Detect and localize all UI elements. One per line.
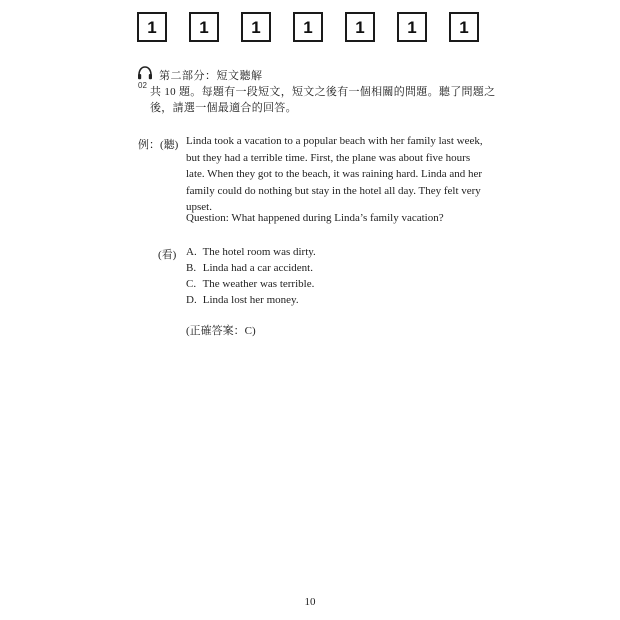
- look-label: (看): [158, 249, 177, 261]
- option-list: [186, 244, 316, 308]
- answer-box: 1: [449, 12, 479, 42]
- example-passage: Linda took a vacation to a popular beach with her family last week, but they had a terrible time. First, the plane was about five hours late. When they got to the beach, it was raining hard. Linda and her family could do nothing but stay in the hotel all day. They felt very upset.: [186, 135, 483, 213]
- option-d: D. Linda lost her money.: [186, 294, 299, 306]
- answer-box: 1: [137, 12, 167, 42]
- section-instructions: 共 10 題。每題有一段短文，短文之後有一個相關的問題。聽了問題之後，請選一個最適合的回答。: [150, 86, 496, 114]
- example-question: Question: What happened during Linda’s family vacation?: [186, 212, 444, 224]
- track-number: 02: [138, 81, 147, 90]
- page-number: 10: [304, 596, 316, 608]
- option-c: C. The weather was terrible.: [186, 278, 315, 290]
- example-label: 例：(聽): [138, 139, 179, 151]
- option-a: A. The hotel room was dirty.: [186, 246, 316, 258]
- section-title: 第二部分：短文聽解: [159, 70, 263, 82]
- headphones-icon: [137, 66, 153, 80]
- answer-box: 1: [397, 12, 427, 42]
- answer-box: 1: [241, 12, 271, 42]
- answer-box-row: [137, 12, 483, 44]
- option-b: B. Linda had a car accident.: [186, 262, 313, 274]
- correct-answer: (正確答案：C): [186, 325, 256, 337]
- answer-box: 1: [345, 12, 375, 42]
- answer-box: 1: [293, 12, 323, 42]
- answer-box: 1: [189, 12, 219, 42]
